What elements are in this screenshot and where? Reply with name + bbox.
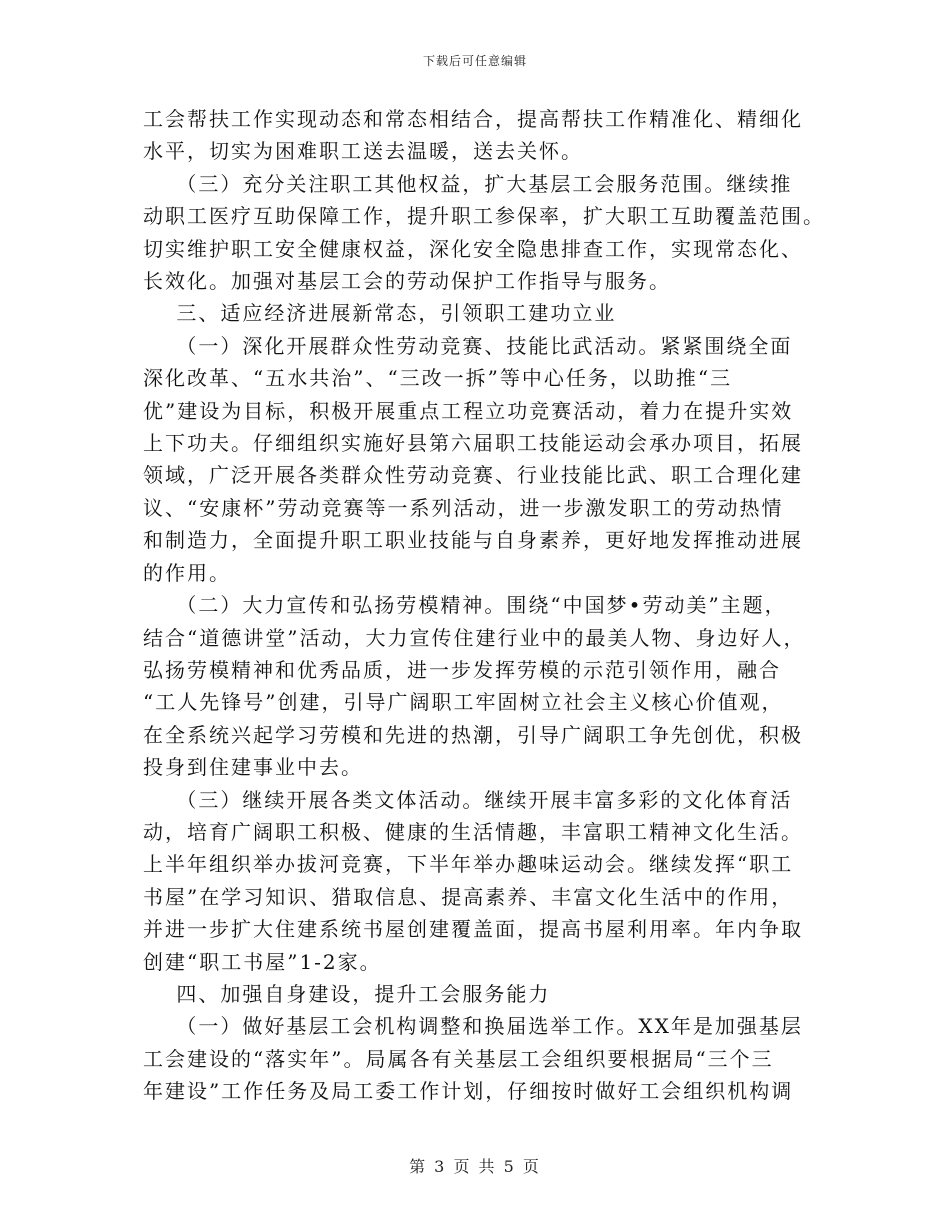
text-line: 的作用。	[143, 560, 231, 585]
page-number-footer: 第 3 页 共 5 页	[409, 1157, 541, 1176]
text-line: （二）大力宣传和弘扬劳模精神。围绕“中国梦•劳动美”主题，	[143, 593, 787, 618]
body-text	[143, 103, 825, 1108]
text-line: 优”建设为目标，积极开展重点工程立功竞赛活动，着力在提升实效	[143, 398, 794, 423]
section-heading: 四、加强自身建设，提升工会服务能力	[143, 981, 551, 1006]
section-heading: 三、适应经济进展新常态，引领职工建功立业	[143, 301, 617, 326]
text-line: （一）深化开展群众性劳动竞赛、技能比武活动。紧紧围绕全面	[143, 333, 793, 358]
text-line: 议、“安康杯”劳动竞赛等一系列活动，进一步激发职工的劳动热情	[143, 495, 784, 520]
text-line: 创建“职工书屋”1-2家。	[143, 949, 382, 974]
text-line: 切实维护职工安全健康权益，深化安全隐患排查工作，实现常态化、	[143, 236, 803, 261]
text-line: 和制造力，全面提升职工职业技能与自身素养，更好地发挥推动进展	[143, 528, 803, 553]
text-line: 水平，切实为困难职工送去温暖，送去关怀。	[143, 139, 583, 164]
text-line: （三）继续开展各类文体活动。继续开展丰富多彩的文化体育活	[143, 787, 793, 812]
text-line: 长效化。加强对基层工会的劳动保护工作指导与服务。	[143, 269, 671, 294]
text-line: 弘扬劳模精神和优秀品质，进一步发挥劳模的示范引领作用，融合	[143, 657, 781, 682]
text-line: “工人先锋号”创建，引导广阔职工牢固树立社会主义核心价值观，	[143, 690, 784, 715]
text-line: 上下功夫。仔细组织实施好县第六届职工技能运动会承办项目，拓展	[143, 431, 803, 456]
text-line: 领域，广泛开展各类群众性劳动竞赛、行业技能比武、职工合理化建	[143, 463, 803, 488]
text-line: 动职工医疗互助保障工作，提升职工参保率，扩大职工互助覆盖范围。	[143, 204, 825, 229]
text-line: 工会建设的“落实年”。局属各有关基层工会组织要根据局“三个三	[143, 1046, 774, 1071]
text-line: 工会帮扶工作实现动态和常态相结合，提高帮扶工作精准化、精细化	[143, 107, 803, 131]
text-line: 结合“道德讲堂”活动，大力宣传住建行业中的最美人物、身边好人，	[143, 625, 806, 650]
text-line: 上半年组织举办拔河竞赛，下半年举办趣味运动会。继续发挥“职工	[143, 852, 794, 877]
text-line: 动，培育广阔职工积极、健康的生活情趣，丰富职工精神文化生活。	[143, 819, 803, 844]
text-line: （三）充分关注职工其他权益，扩大基层工会服务范围。继续推	[143, 171, 793, 196]
page-header: 下载后可任意编辑	[422, 54, 527, 68]
text-line: 并进一步扩大住建系统书屋创建覆盖面，提高书屋利用率。年内争取	[143, 917, 803, 942]
text-line: 深化改革、“五水共治”、“三改一拆”等中心任务，以助推“三	[143, 366, 733, 391]
text-line: 在全系统兴起学习劳模和先进的热潮，引导广阔职工争先创优，积极	[143, 722, 803, 747]
text-line: 年建设”工作任务及局工委工作计划，仔细按时做好工会组织机构调	[143, 1079, 794, 1104]
text-line: 书屋”在学习知识、猎取信息、提高素养、丰富文化生活中的作用，	[143, 884, 794, 909]
text-line: 投身到住建事业中去。	[143, 755, 363, 780]
text-line: （一）做好基层工会机构调整和换届选举工作。XX年是加强基层	[143, 1014, 803, 1039]
